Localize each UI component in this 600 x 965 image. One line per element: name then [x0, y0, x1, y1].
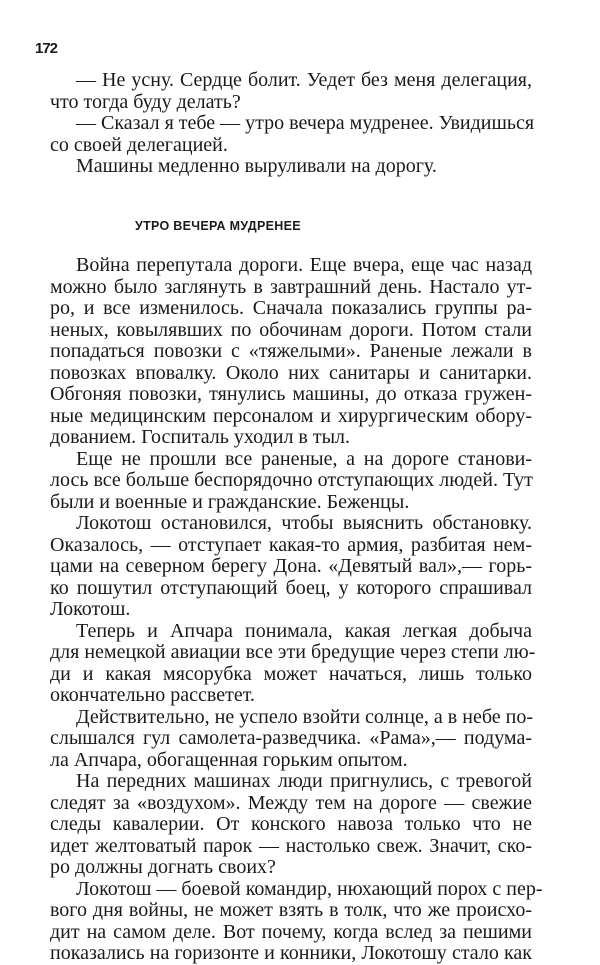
- text-line: Теперь и Апчара понимала, какая легкая добыча: [76, 619, 532, 642]
- text-line: окончательно рассветет.: [50, 684, 255, 706]
- text-line: дованием. Госпиталь уходил в тыл.: [50, 426, 351, 448]
- paragraph: [50, 112, 535, 156]
- text-line: цами на северном берегу Дона. «Девятый вал»,— горь-: [50, 555, 532, 577]
- text-line: Война перепутала дороги. Еще вчера, еще час назад: [76, 254, 532, 276]
- chapter-body: [50, 254, 543, 965]
- text-line: На передних машинах люди пригнулись, с тревогой: [76, 770, 532, 792]
- text-line: попадаться повозки с «тяжелыми». Раненые лежали в: [50, 340, 532, 362]
- text-line: со своей делегацией.: [50, 133, 228, 156]
- text-line: ко пошутил отступающий боец, у которого спрашивал: [50, 576, 532, 599]
- paragraph: [50, 771, 532, 879]
- text-line: следят за «воздухом». Между тем на дороге — свежие: [50, 791, 532, 814]
- text-line: можно было заглянуть в завтрашний день. Настало ут-: [50, 275, 532, 298]
- paragraph: [50, 707, 532, 772]
- text-line: ные медицинским персоналом и хирургическим обору-: [50, 404, 532, 427]
- text-line: для немецкой авиации все эти бредущие через степи лю-: [50, 641, 536, 663]
- text-line: показались на горизонте и конники, Локотошу стало как: [50, 942, 532, 964]
- text-line: ди и какая мясорубка может начаться, лишь только: [50, 662, 532, 685]
- text-line: Машины медленно выруливали на дорогу.: [76, 155, 437, 177]
- paragraph: [50, 619, 536, 707]
- text-line: ро, и все изменилось. Сначала показались группы ра-: [50, 297, 532, 319]
- text-line: Локотош остановился, чтобы выяснить обстановку.: [76, 512, 532, 534]
- text-line: дит на самом деле. Вот почему, когда вслед за пешими: [50, 920, 532, 943]
- text-line: Локотош — боевой командир, нюхающий порох с пер-: [76, 877, 543, 900]
- text-line: идет желтоватый парок — настолько свеж. Значит, ско-: [50, 834, 532, 857]
- text-line: Действительно, не успело взойти солнце, а в небе по-: [76, 705, 533, 728]
- paragraph: [50, 255, 532, 449]
- text-line: Оказалось, — отступает какая-то армия, разбитая нем-: [50, 533, 532, 556]
- text-line: Еще не прошли все раненые, а на дороге станови-: [76, 447, 532, 470]
- paragraph: [50, 449, 532, 514]
- text-line: неных, ковылявших по обочинам дороги. Потом стали: [50, 318, 532, 341]
- paragraph: [50, 513, 532, 621]
- text-line: — Не усну. Сердце болит. Уедет без меня делегация,: [76, 69, 532, 91]
- dialogue-block: [50, 69, 535, 178]
- paragraph: [50, 877, 543, 965]
- text-line: Локотош.: [50, 598, 131, 620]
- text-line: — Сказал я тебе — утро вечера мудренее. Увидишься: [76, 112, 535, 134]
- chapter-heading: УТРО ВЕЧЕРА МУДРЕНЕЕ: [135, 219, 301, 233]
- text-line: повозках вповалку. Около них санитары и санитарки.: [50, 361, 532, 384]
- text-line: ро должны догнать своих?: [50, 856, 276, 878]
- text-line: что тогда буду делать?: [50, 90, 241, 113]
- text-line: ла Апчара, обогащенная горьким опытом.: [50, 748, 408, 771]
- text-line: слышался гул самолета-разведчика. «Рама»,— подума-: [50, 727, 532, 749]
- page-number: 172: [35, 40, 58, 57]
- paragraph: [50, 70, 532, 113]
- text-line: Обгоняя повозки, тянулись машины, до отказа гружен-: [50, 383, 532, 405]
- paragraph: [50, 156, 532, 178]
- text-line: были и военные и гражданские. Беженцы.: [50, 490, 410, 513]
- text-line: вого дня войны, не может взять в толк, что же происхо-: [50, 899, 532, 921]
- text-line: следы кавалерии. От конского навоза только что не: [50, 813, 532, 835]
- text-line: лось все больше беспорядочно отступающих людей. Тут: [50, 469, 533, 491]
